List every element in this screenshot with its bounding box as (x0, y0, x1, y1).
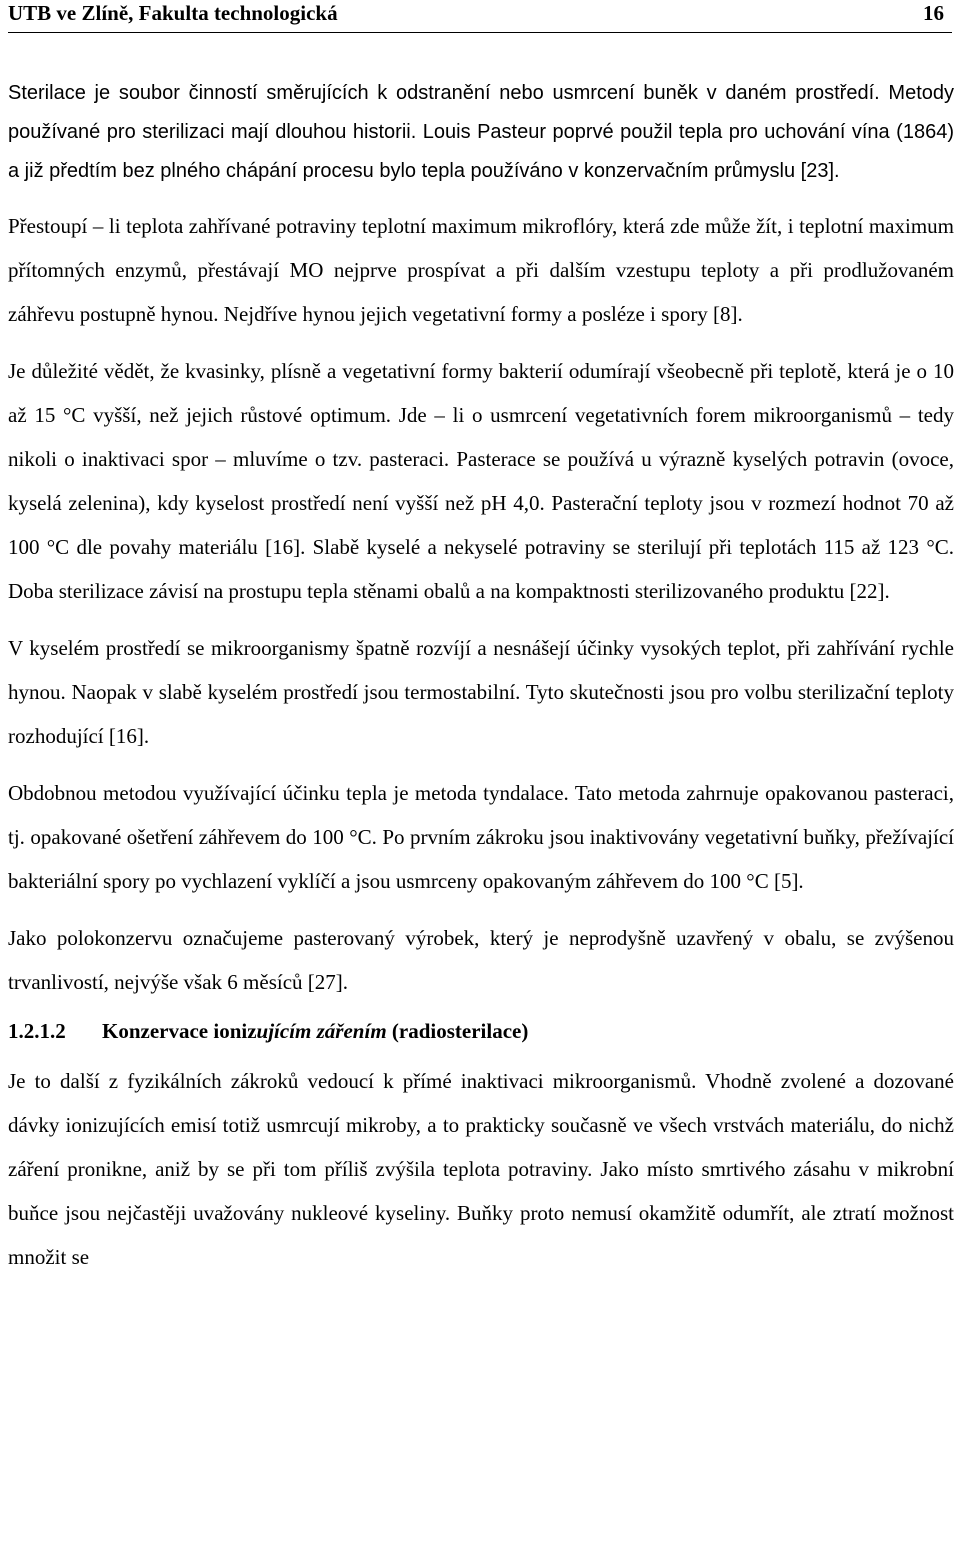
paragraph-semi-preserve: Jako polokonzervu označujeme pasterovaný výrobek, který je neprodyšně uzavřený v obalu, se zvýšenou trvanlivostí, nejvýše však 6 měsíců [27]. (8, 926, 954, 994)
page-number: 16 (923, 1, 944, 25)
page-header (8, 0, 952, 33)
paragraph-temperature-maximum: Přestoupí – li teplota zahřívané potraviny teplotní maximum mikroflóry, která zde může žít, i teplotní maximum přítomných enzymů, přestávají MO nejprve prospívat a při dalším vzestupu teploty a při prodlužovaném záhřevu postupně hynou. Nejdříve hynou jejich vegetativní formy a posléze i spory [8]. (8, 214, 954, 326)
running-title: UTB ve Zlíně, Fakulta technologická (8, 1, 338, 25)
section-title-italic: ujícím zářením (256, 1019, 387, 1043)
section-heading (8, 1017, 954, 1045)
section-number: 1.2.1.2 (8, 1019, 66, 1043)
paragraph-tyndallization: Obdobnou metodou využívající účinku tepla je metoda tyndalace. Tato metoda zahrnuje opakovanou pasteraci, tj. opakované ošetření záhřevem do 100 °C. Po prvním zákroku jsou inaktivovány vegetativní buňky, přežívající bakteriální spory po vychlazení vyklíčí a jsou usmrceny opakovaným záhřevem do 100 °C [5]. (8, 781, 954, 893)
section-title-suffix: (radiosterilace) (386, 1019, 529, 1043)
paragraph-pasteurization: Je důležité vědět, že kvasinky, plísně a vegetativní formy bakterií odumírají všeobecně při teplotě, která je o 10 až 15 °C vyšší, než jejich růstové optimum. Jde – li o usmrcení vegetativních forem mikroorganismů – tedy nikoli o inaktivaci spor – mluvíme o tzv. pasteraci. Pasterace se používá u výrazně kyselých potravin (ovoce, kyselá zelenina), kdy kyselost prostředí není vyšší než pH 4,0. Pasterační teploty jsou v rozmezí hodnot 70 až 100 °C dle povahy materiálu [16]. Slabě kyselé a nekyselé potraviny se sterilují při teplotách 115 až 123 °C. Doba sterilizace závisí na prostupu tepla stěnami obalů a na kompaktnosti sterilizovaného produktu [22]. (8, 359, 954, 603)
paragraph-radiosterilization: Je to další z fyzikálních zákroků vedoucí k přímé inaktivaci mikroorganismů. Vhodně zvolené a dozované dávky ionizujících emisí totiž usmrcují mikroby, a to prakticky současně ve všech vrstvách materiálu, do nichž záření pronikne, aniž by se při tom příliš zvýšila teplota potraviny. Jako místo smrtivého zásahu v mikrobní buňce jsou nejčastěji uvažovány nukleové kyseliny. Buňky proto nemusí okamžitě odumřít, ale ztratí možnost množit se (8, 1069, 954, 1269)
section-title-plain: Konzervace ioniz (102, 1019, 257, 1043)
paragraph-sterilization-intro: Sterilace je soubor činností směrujících k odstranění nebo usmrcení buněk v daném prostředí. Metody používané pro sterilizaci mají dlouhou historii. Louis Pasteur poprvé použil tepla pro uchování vína (1864) a již předtím bez plného chápání procesu bylo tepla používáno v konzervačním průmyslu [23]. (8, 82, 954, 182)
paragraph-acidic-environment: V kyselém prostředí se mikroorganismy špatně rozvíjí a nesnášejí účinky vysokých teplot, při zahřívání rychle hynou. Naopak v slabě kyselém prostředí jsou termostabilní. Tyto skutečnosti jsou pro volbu sterilizační teploty rozhodující [16]. (8, 636, 954, 748)
page-body (8, 74, 954, 1292)
